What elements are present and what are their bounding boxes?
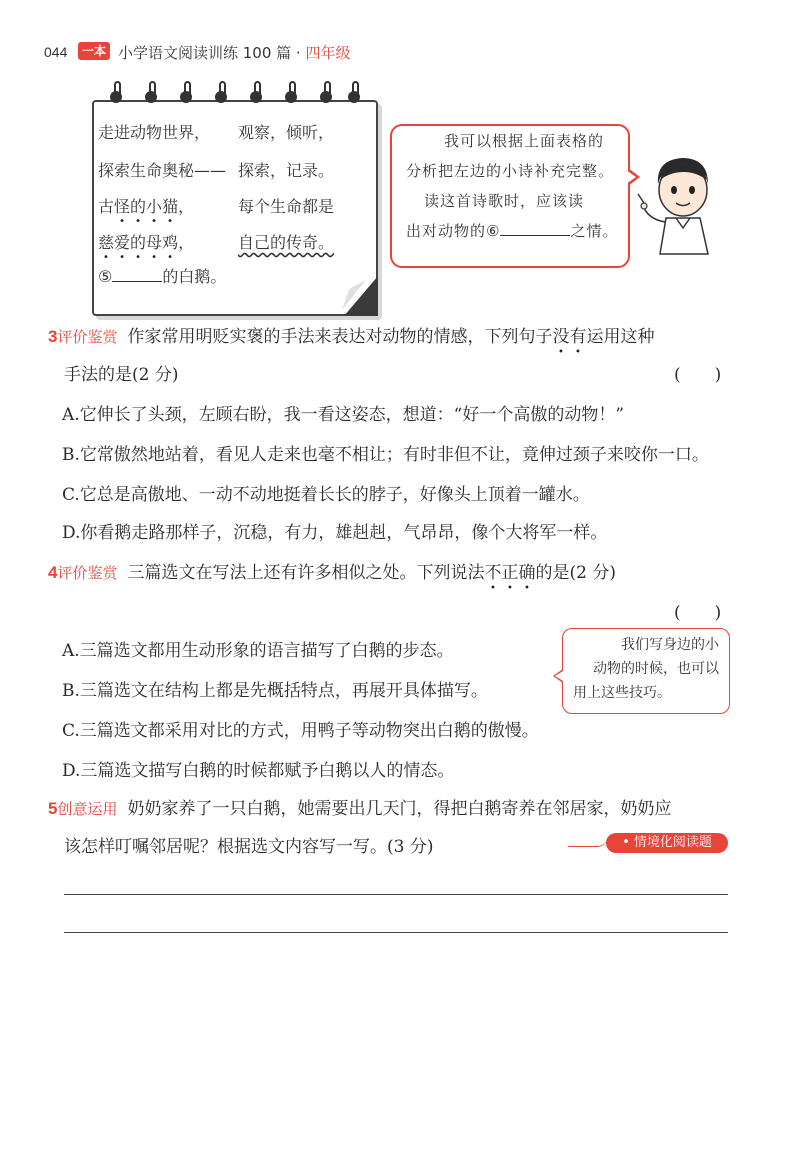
badge-label: 情境化阅读题 <box>633 835 712 850</box>
emphasis-char: 没 <box>552 327 570 347</box>
ring-icon <box>320 91 332 103</box>
poem-line-3-left <box>98 194 194 217</box>
ring-icon <box>250 91 262 103</box>
boy-illustration <box>636 150 732 256</box>
emphasis-char: 不 <box>484 563 502 583</box>
poem-line-2-right: 探索，记录。 <box>238 161 335 180</box>
emphasis-char: 怪 <box>114 197 131 216</box>
q4-text: 的是(2 分) <box>535 563 616 583</box>
fill-blank-5[interactable] <box>112 281 162 282</box>
answer-line[interactable] <box>64 894 728 895</box>
q4-emphasis <box>484 563 535 583</box>
poem-line-1-right: 观察，倾听， <box>238 123 335 142</box>
emphasis-char: 确 <box>518 563 536 583</box>
notebook-poem-card <box>92 100 378 316</box>
bubble-text: 出对动物的⑥ <box>406 222 501 240</box>
emphasis-char: 猫 <box>162 197 179 216</box>
page-number: 044 <box>44 44 68 60</box>
tip-tail <box>553 669 563 683</box>
brand-logo: 一本 <box>78 42 110 60</box>
emphasis-char: 有 <box>569 327 587 347</box>
emphasis-char: 正 <box>501 563 519 583</box>
emphasis-char: 的 <box>130 197 147 216</box>
q4-stem <box>48 558 616 583</box>
bubble-line: 我可以根据上面表格的 <box>444 132 605 150</box>
q4-option-b[interactable]: B.三篇选文在结构上都是先概括特点，再展开具体描写。 <box>62 681 488 701</box>
poem-line-2-left: 探索生命奥秘—— <box>98 161 227 180</box>
q3-answer-paren[interactable]: ( ) <box>674 365 722 385</box>
grade-label: 四年级 <box>305 44 351 62</box>
bubble-text: 之情。 <box>570 222 619 240</box>
tip-line: 我们写身边的小 <box>621 637 719 653</box>
scenario-badge <box>606 833 728 853</box>
ring-icon <box>348 91 360 103</box>
q3-emphasis <box>552 327 586 347</box>
poem-line-1-left: 走进动物世界， <box>98 123 211 142</box>
q3-option-c[interactable]: C.它总是高傲地、一动不动地挺着长长的脖子，好像头上顶着一罐水。 <box>62 485 590 505</box>
q4-tag: 评价鉴赏 <box>57 564 118 582</box>
book-title-text: 小学语文阅读训练 100 篇 · <box>118 44 306 62</box>
q5-text: 奶奶家养了一只白鹅，她需要出几天门，得把白鹅寄养在邻居家，奶奶应 <box>127 799 672 819</box>
poem-line-4-left <box>98 230 194 253</box>
emphasis-char: 爱 <box>114 233 131 252</box>
bubble-line: 读这首诗歌时，应该读 <box>424 192 585 210</box>
book-title <box>118 42 351 63</box>
q3-tag: 评价鉴赏 <box>57 328 118 346</box>
q4-answer-paren[interactable]: ( ) <box>674 603 722 623</box>
poem-text: ， <box>178 197 195 216</box>
q3-text: 作家常用明贬实褒的手法来表达对动物的情感，下列句子 <box>127 327 553 347</box>
bubble-line: 分析把左边的小诗补充完整。 <box>406 162 615 180</box>
ring-icon <box>285 91 297 103</box>
emphasis-char: 小 <box>146 197 163 216</box>
q4-option-a[interactable]: A.三篇选文都用生动形象的语言描写了白鹅的步态。 <box>62 641 454 661</box>
poem-text: 的白鹅。 <box>162 267 227 286</box>
bubble-line <box>392 216 628 246</box>
q3-option-a[interactable]: A.它伸长了头颈，左顾右盼，我一看这姿态，想道：“好一个高傲的动物！” <box>62 405 625 425</box>
ring-icon <box>215 91 227 103</box>
emphasis-dotted-text <box>114 197 178 216</box>
poem-line-3-right: 每个生命都是 <box>238 197 335 216</box>
ring-icon <box>145 91 157 103</box>
badge-dot-icon: • <box>622 835 634 850</box>
blank-number: ⑤ <box>98 267 113 286</box>
q3-option-b[interactable]: B.它常傲然地站着，看见人走来也毫不相让；有时非但不让，竟伸过颈子来咬你一口。 <box>62 445 709 465</box>
q4-option-d[interactable]: D.三篇选文描写白鹅的时候都赋予白鹅以人的情态。 <box>62 761 455 781</box>
answer-line[interactable] <box>64 932 728 933</box>
emphasis-dotted-text <box>98 233 178 252</box>
poem-text: ， <box>178 233 195 252</box>
fill-blank-6[interactable] <box>500 235 570 236</box>
q5-tag: 创意运用 <box>57 800 118 818</box>
ring-icon <box>180 91 192 103</box>
poem-text: 古 <box>98 197 115 216</box>
q3-stem-line-1 <box>48 322 654 347</box>
emphasis-char: 的 <box>130 233 147 252</box>
q3-stem-line-2: 手法的是(2 分) <box>64 365 179 385</box>
poem-line-5 <box>98 264 226 287</box>
q4-text: 三篇选文在写法上还有许多相似之处。下列说法 <box>127 563 485 583</box>
q5-stem-line-1 <box>48 794 671 819</box>
emphasis-char: 慈 <box>98 233 115 252</box>
q5-number: 5 <box>48 799 58 818</box>
tip-line: 动物的时候，也可以 <box>593 661 719 677</box>
q4-option-c[interactable]: C.三篇选文都采用对比的方式，用鸭子等动物突出白鹅的傲慢。 <box>62 721 539 741</box>
q4-number: 4 <box>48 563 58 582</box>
tip-bubble <box>562 628 730 714</box>
emphasis-char: 鸡 <box>162 233 179 252</box>
poem-line-4-right: 自己的传奇。 <box>238 233 335 252</box>
q3-option-d[interactable]: D.你看鹅走路那样子，沉稳，有力，雄赳赳，气昂昂，像个大将军一样。 <box>62 523 608 543</box>
q5-stem-line-2: 该怎样叮嘱邻居呢？根据选文内容写一写。(3 分) <box>64 837 434 857</box>
ring-icon <box>110 91 122 103</box>
tip-line: 用上这些技巧。 <box>573 685 671 701</box>
q3-text: 运用这种 <box>586 327 655 347</box>
emphasis-char: 母 <box>146 233 163 252</box>
q3-number: 3 <box>48 327 58 346</box>
speech-bubble <box>390 124 630 268</box>
